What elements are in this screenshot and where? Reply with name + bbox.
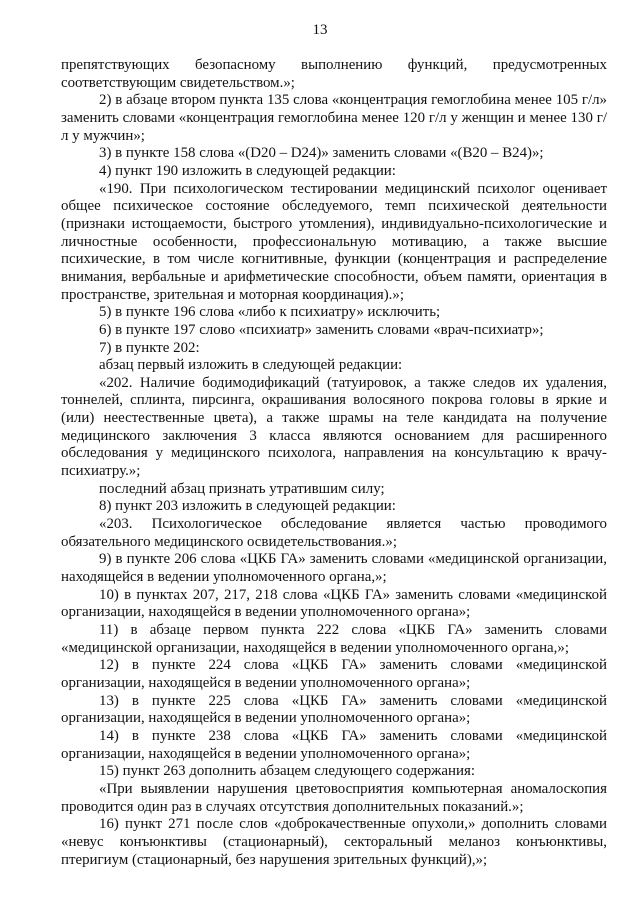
paragraph-item-10: 10) в пунктах 207, 217, 218 слова «ЦКБ ГА» заменить словами «медицинской организации, находящейся в ведении уполномоченного органа»; xyxy=(61,586,607,621)
paragraph-item-15: 15) пункт 263 дополнить абзацем следующего содержания: xyxy=(99,763,475,780)
paragraph-continuation: препятствующих безопасному выполнению функций, предусмотренных соответствующим свидетельством.»; xyxy=(61,57,607,91)
paragraph-item-9: 9) в пункте 206 слова «ЦКБ ГА» заменить словами «медицинской организации, находящейся в ведении уполномоченного органа,»; xyxy=(61,551,607,586)
paragraph-item-7-first: абзац первый изложить в следующей редакции: xyxy=(99,357,403,374)
paragraph-item-2: 2) в абзаце втором пункта 135 слова «концентрация гемоглобина менее 105 г/л» заменить словами «концентрация гемоглобина менее 120 г/л у женщин и менее 130 г/л у мужчин»; xyxy=(61,92,607,144)
paragraph-item-4: 4) пункт 190 изложить в следующей редакции: xyxy=(99,162,396,179)
paragraph-item-11: 11) в абзаце первом пункта 222 слова «ЦКБ ГА» заменить словами «медицинской организации, находящейся в ведении уполномоченного органа,»; xyxy=(61,622,607,656)
paragraph-item-6: 6) в пункте 197 слово «психиатр» заменить словами «врач-психиатр»; xyxy=(99,321,544,338)
paragraph-item-5: 5) в пункте 196 слова «либо к психиатру» исключить; xyxy=(99,304,441,321)
paragraph-quote-202: «202. Наличие бодимодификаций (татуировок, а также следов их удаления, тоннелей, сплинта, пирсинга, окрашивания волосяного покрова головы в яркие и (или) неестественные цвета), а также шрамы на теле кандидата на получение медицинского заключения 3 класса являются основанием для расширенного обследования у медицинского психолога, направления на консультацию к врачу-психиатру.»; xyxy=(61,374,607,480)
paragraph-quote-203: «203. Психологическое обследование является частью проводимого обязательного медицинского освидетельствования.»; xyxy=(61,516,607,550)
paragraph-item-3: 3) в пункте 158 слова «(D20 – D24)» заменить словами «(B20 – B24)»; xyxy=(99,145,544,162)
paragraph-item-16: 16) пункт 271 после слов «доброкачественные опухоли,» дополнить словами «невус конъюнктивы (стационарный), секторальный меланоз конъюнктивы, птеригиум (стационарный, без нарушения зрительных функций),»; xyxy=(61,816,607,868)
paragraph-item-14: 14) в пункте 238 слова «ЦКБ ГА» заменить словами «медицинской организации, находящейся в ведении уполномоченного органа»; xyxy=(61,727,607,762)
paragraph-item-13: 13) в пункте 225 слова «ЦКБ ГА» заменить словами «медицинской организации, находящейся в ведении уполномоченного органа»; xyxy=(61,692,607,727)
page-number: 13 xyxy=(312,22,328,38)
paragraph-item-7-last: последний абзац признать утратившим силу; xyxy=(99,480,385,497)
paragraph-quote-263: «При выявлении нарушения цветовосприятия компьютерная аномалоскопия проводится один раз в случаях отсутствия дополнительных показаний.»; xyxy=(61,780,607,815)
document-body xyxy=(61,57,607,869)
paragraph-quote-190: «190. При психологическом тестировании медицинский психолог оценивает общее психическое состояние обследуемого, темп психической деятельности (признаки истощаемости, быстрого утомления), индивидуально-психологические и личностные особенности, профессиональную мотивацию, а также высшие психические, в том числе когнитивные, функции (концентрация и распределение внимания, вербальные и арифметические способности, объем памяти, ориентация в пространстве, зрительная и моторная координация).»; xyxy=(61,180,607,303)
paragraph-item-12: 12) в пункте 224 слова «ЦКБ ГА» заменить словами «медицинской организации, находящейся в ведении уполномоченного органа»; xyxy=(61,657,607,691)
paragraph-item-8: 8) пункт 203 изложить в следующей редакции: xyxy=(99,498,396,515)
paragraph-item-7: 7) в пункте 202: xyxy=(99,339,200,356)
